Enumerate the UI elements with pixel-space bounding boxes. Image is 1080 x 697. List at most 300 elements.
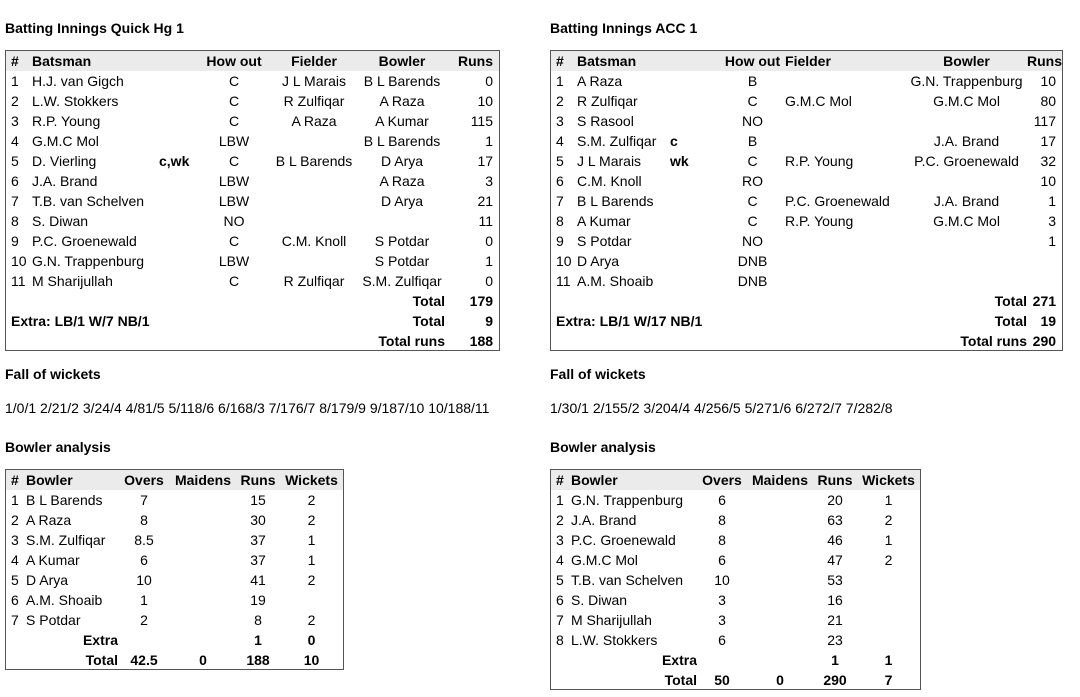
wickets-value: 2 [884,552,893,568]
maidens-value [747,530,813,550]
batsman-header: Batsman [577,53,637,69]
bowling-row [551,550,920,570]
runs-value: 30 [250,512,266,528]
runs-value: 41 [250,572,266,588]
batting-innings-title: Batting Innings Quick Hg 1 [5,20,184,36]
maidens-header: Maidens [751,472,808,488]
how-out: C [228,153,240,169]
batsman-name: H.J. van Gigch [32,73,124,89]
total-wickets: 7 [884,672,893,688]
batting-row [6,271,499,291]
how-out: B [747,73,758,89]
batsman-role [159,171,199,191]
row-number: 4 [11,133,19,149]
bowler-name: D Arya [381,193,424,209]
maidens-value [170,510,236,530]
fielder-name: C.M. Knoll [281,233,347,249]
extras-total-label: Total [994,313,1028,329]
batsman-role [670,191,720,211]
extra-runs: 1 [831,652,839,668]
wickets-value: 1 [884,492,893,508]
runs-header: Runs [240,472,276,488]
bowling-header-row [551,470,920,490]
fielder-name [785,111,906,131]
total-runs-label: Total runs [960,333,1028,349]
bowling-row [551,630,920,650]
runs-value: 20 [827,492,843,508]
wickets-value: 2 [307,492,316,508]
batsman-name: T.B. van Schelven [32,193,145,209]
extra-label: Extra [661,652,697,668]
batsman-role [670,91,720,111]
bowler-name: G.N. Trappenburg [571,492,684,508]
overs-value: 6 [718,552,726,568]
batting-scorecard [550,50,1063,351]
row-number: 11 [556,273,571,289]
runs-value: 23 [827,632,843,648]
bowling-row [551,590,920,610]
maidens-value [747,490,813,510]
total-value: 271 [1032,293,1057,309]
batsman-role [159,131,199,151]
wickets-value [857,630,920,650]
bowler-header: Bowler [571,472,618,488]
bowler-name: P.C. Groenewald [914,153,1019,169]
bowler-name: A Raza [26,512,72,528]
batsman-role [670,251,720,271]
row-number: 4 [11,552,19,568]
bowler-name: L.W. Stokkers [571,632,658,648]
how-out: LBW [218,173,250,189]
batsman-name: S Potdar [577,233,632,249]
bowler-name: B L Barends [363,73,441,89]
batsman-name: J.A. Brand [32,173,98,189]
runs-value: 37 [250,552,266,568]
batting-row [6,191,499,211]
row-number: 5 [11,153,19,169]
total-label: Total [412,293,446,309]
overs-value: 8 [718,512,726,528]
runs-value: 0 [485,273,494,289]
row-number: 9 [11,233,19,249]
runs-value: 32 [1040,153,1057,169]
maidens-value [747,630,813,650]
fielder-name: R.P. Young [785,153,854,169]
batting-row [6,171,499,191]
bowler-name: S. Diwan [571,592,628,608]
how-out: DNB [737,273,768,289]
row-number: 2 [11,512,19,528]
batsman-role: c,wk [159,153,190,169]
total-label: Total [994,293,1028,309]
bowling-total-row [6,650,343,670]
runs-value: 10 [477,93,494,109]
total-runs-label: Total runs [378,333,446,349]
total-runs-row [551,331,1062,351]
batting-row [6,91,499,111]
row-number: 5 [556,572,564,588]
maidens-value [170,610,236,630]
overs-value: 8.5 [134,532,154,548]
runs-value: 21 [477,193,494,209]
runs-value [1027,251,1062,271]
bowler-name: B L Barends [26,492,103,508]
runs-value: 3 [485,173,494,189]
how-out: C [228,233,240,249]
batting-header-row [551,51,1062,71]
runs-value: 1 [1048,193,1057,209]
batsman-name: C.M. Knoll [577,173,642,189]
bowling-scorecard [550,469,921,690]
batsman-role [159,231,199,251]
batsman-role [670,211,720,231]
bowler-name: S.M. Zulfiqar [362,273,442,289]
runs-value: 1 [485,253,494,269]
bowling-row [6,530,343,550]
runs-value: 11 [478,213,494,229]
batting-row [551,151,1062,171]
runs-value: 0 [485,233,494,249]
bowler-name: A Raza [379,173,425,189]
row-number: 2 [11,93,19,109]
bowler-name [359,211,445,231]
runs-value: 46 [827,532,843,548]
batsman-name: R Zulfiqar [577,93,638,109]
total-runs: 188 [246,652,270,668]
runs-value: 10 [1040,173,1057,189]
bowler-name: G.M.C Mol [933,93,1000,109]
batting-row [6,131,499,151]
maidens-value [747,610,813,630]
batsman-role [159,71,199,91]
fielder-name: P.C. Groenewald [785,193,890,209]
fielder-header: Fielder [291,53,337,69]
total-label: Total [85,652,118,668]
bowler-name: A.M. Shoaib [26,592,103,608]
row-number: 6 [556,173,564,189]
fall-of-wickets-text: 1/30/1 2/155/2 3/204/4 4/256/5 5/271/6 6/272/7 7/282/8 [550,400,893,416]
wickets-value [857,610,920,630]
row-number: 3 [556,532,564,548]
batting-row [551,211,1062,231]
how-out: C [228,113,240,129]
row-number: 6 [11,173,19,189]
batting-scorecard [5,50,500,351]
batting-header-row [6,51,499,71]
total-maidens: 0 [776,672,784,688]
total-overs: 42.5 [130,652,158,668]
overs-value: 3 [718,592,726,608]
maidens-value [747,550,813,570]
batsman-name: A Raza [577,73,623,89]
bowler-name: J.A. Brand [571,512,637,528]
runs-value: 80 [1040,93,1057,109]
bowler-name: S.M. Zulfiqar [26,532,106,548]
runs-value: 10 [1040,73,1057,89]
batting-row [551,91,1062,111]
bowler-name: D Arya [26,572,69,588]
how-out: C [228,273,240,289]
runs-value: 117 [1033,113,1057,129]
bowler-name: S Potdar [26,612,81,628]
bowler-header: Bowler [378,53,426,69]
how-out: C [228,93,240,109]
bowler-name: B L Barends [363,133,441,149]
maidens-value [170,530,236,550]
batting-row [6,151,499,171]
maidens-value [170,590,236,610]
overs-value: 8 [140,512,148,528]
runs-value: 16 [827,592,843,608]
fielder-name [269,251,359,271]
batting-total-row [6,291,499,311]
bowler-name: A Raza [379,93,425,109]
batting-row [551,231,1062,251]
how-out: C [747,213,758,229]
bowler-name: A Kumar [375,113,429,129]
runs-value: 21 [827,612,843,628]
batting-total-row [551,291,1062,311]
wickets-value: 1 [307,532,316,548]
row-number: 5 [556,153,564,169]
overs-header: Overs [124,472,164,488]
overs-value: 7 [140,492,148,508]
maidens-value [170,570,236,590]
bowling-row [6,570,343,590]
fall-of-wickets-title: Fall of wickets [550,366,646,382]
bowler-name [906,271,1027,291]
runs-value: 17 [1040,133,1057,149]
batsman-name: D. Vierling [32,153,97,169]
row-number: 3 [556,113,564,129]
extras-total-label: Total [412,313,446,329]
row-number: 7 [11,612,19,628]
runs-value: 15 [250,492,266,508]
wickets-value [857,590,920,610]
overs-value: 10 [714,572,730,588]
fielder-name: R Zulfiqar [283,93,345,109]
total-runs-value: 290 [1032,333,1057,349]
overs-value: 2 [140,612,148,628]
row-number: 8 [556,632,564,648]
wickets-value: 1 [307,552,316,568]
how-out: LBW [218,193,250,209]
how-out: LBW [218,133,250,149]
batting-row [551,251,1062,271]
runs-value: 0 [485,73,494,89]
row-number: 9 [556,233,564,249]
how-out: C [228,73,240,89]
batsman-name: M Sharijullah [32,273,113,289]
runs-value [1027,271,1062,291]
runs-value: 115 [470,113,494,129]
bowling-row [6,550,343,570]
extras-row [6,311,499,331]
batting-row [551,171,1062,191]
fielder-name: R.P. Young [785,213,854,229]
fielder-name: J L Marais [281,73,347,89]
extras-row [551,311,1062,331]
maidens-value [170,550,236,570]
maidens-header: Maidens [174,472,231,488]
batsman-name: B L Barends [577,193,654,209]
runs-value: 63 [827,512,843,528]
how-out: NO [742,113,764,129]
row-number: 5 [11,572,19,588]
bowling-extra-row [551,650,920,670]
row-number: 4 [556,552,564,568]
total-overs: 50 [714,672,730,688]
batsman-role [670,111,720,131]
wickets-value: 2 [307,612,316,628]
runs-value: 47 [827,552,843,568]
fielder-name [269,171,359,191]
bowler-name: G.N. Trappenburg [910,73,1023,89]
how-out: C [747,193,758,209]
extra-wickets: 1 [884,652,893,668]
row-number: 11 [11,273,26,289]
overs-header: Overs [702,472,742,488]
runs-header: Runs [817,472,853,488]
bowler-name: J.A. Brand [933,193,1000,209]
extras-total-value: 19 [1040,313,1057,329]
runs-value: 37 [250,532,266,548]
batting-row [551,131,1062,151]
fielder-name [785,231,906,251]
runs-value: 1 [485,133,494,149]
batsman-name: J L Marais [577,153,642,169]
batsman-name: S Rasool [577,113,634,129]
batsman-role [670,231,720,251]
num-header: # [11,472,19,488]
bowler-name: G.M.C Mol [933,213,1000,229]
batsman-name: G.N. Trappenburg [32,253,145,269]
bowling-row [551,510,920,530]
num-header: # [556,472,564,488]
overs-value: 6 [718,632,726,648]
row-number: 7 [11,193,19,209]
fielder-name [269,131,359,151]
overs-value: 1 [140,592,148,608]
row-number: 4 [556,133,564,149]
wickets-value: 2 [884,512,893,528]
row-number: 2 [556,512,564,528]
runs-value: 1 [1048,233,1057,249]
bowler-header: Bowler [26,472,73,488]
batsman-role [670,171,720,191]
bowler-name [906,111,1027,131]
maidens-value [747,510,813,530]
fielder-name: R Zulfiqar [283,273,345,289]
fielder-name [785,131,906,151]
bowler-name: S Potdar [374,253,430,269]
bowler-name [906,251,1027,271]
wickets-header: Wickets [862,472,915,488]
row-number: 8 [556,213,564,229]
bowler-name: J.A. Brand [933,133,1000,149]
bowling-row [6,490,343,510]
total-value: 179 [469,293,494,309]
bowling-header-row [6,470,343,490]
bowler-name [906,171,1027,191]
bowler-analysis-title: Bowler analysis [5,439,111,455]
wickets-header: Wickets [285,472,338,488]
batsman-name: G.M.C Mol [32,133,99,149]
how-out-header: How out [206,53,262,69]
batsman-role [159,111,199,131]
runs-value: 19 [250,592,266,608]
fall-of-wickets-text: 1/0/1 2/21/2 3/24/4 4/81/5 5/118/6 6/168/3 7/176/7 8/179/9 9/187/10 10/188/11 [5,400,490,416]
fielder-name [785,71,906,91]
runs-value: 3 [1048,213,1057,229]
batsman-name: P.C. Groenewald [32,233,137,249]
batsman-role [670,71,720,91]
num-header: # [556,53,564,69]
batting-row [6,71,499,91]
how-out: DNB [737,253,768,269]
fielder-name [785,171,906,191]
how-out-header: How out [724,53,781,69]
wickets-value [857,570,920,590]
bowler-name: S Potdar [374,233,430,249]
bowler-analysis-title: Bowler analysis [550,439,656,455]
fielder-name [785,271,906,291]
batsman-header: Batsman [32,53,92,69]
batsman-role: c [670,133,678,149]
total-maidens: 0 [199,652,207,668]
total-runs-value: 188 [469,333,494,349]
batting-row [6,251,499,271]
total-runs: 290 [823,672,847,688]
wickets-value: 1 [884,532,893,548]
fielder-name [269,191,359,211]
fielder-name: A Raza [291,113,337,129]
bowler-name: T.B. van Schelven [571,572,684,588]
batting-row [551,191,1062,211]
batting-row [551,271,1062,291]
total-wickets: 10 [303,652,320,668]
how-out: NO [223,213,245,229]
bowling-total-row [551,670,920,690]
fielder-name [269,211,359,231]
row-number: 3 [11,532,19,548]
runs-header: Runs [1027,53,1063,69]
batting-row [6,111,499,131]
bowling-row [6,590,343,610]
how-out: RO [742,173,764,189]
maidens-value [747,590,813,610]
row-number: 7 [556,193,564,209]
fielder-name: B L Barends [275,153,353,169]
total-label: Total [664,672,697,688]
maidens-value [170,490,236,510]
fall-of-wickets-title: Fall of wickets [5,366,101,382]
batsman-role [159,91,199,111]
runs-value: 17 [477,153,494,169]
bowling-scorecard [5,469,344,670]
bowler-name: P.C. Groenewald [571,532,676,548]
bowling-row [6,610,343,630]
extra-wickets: 0 [307,632,316,648]
wickets-value: 2 [307,572,316,588]
batsman-name: S. Diwan [32,213,89,229]
bowling-row [551,530,920,550]
extra-label: Extra [82,632,118,648]
extras-total-value: 9 [485,313,494,329]
how-out: NO [742,233,764,249]
batting-innings-title: Batting Innings ACC 1 [550,20,698,36]
runs-value: 53 [827,572,843,588]
